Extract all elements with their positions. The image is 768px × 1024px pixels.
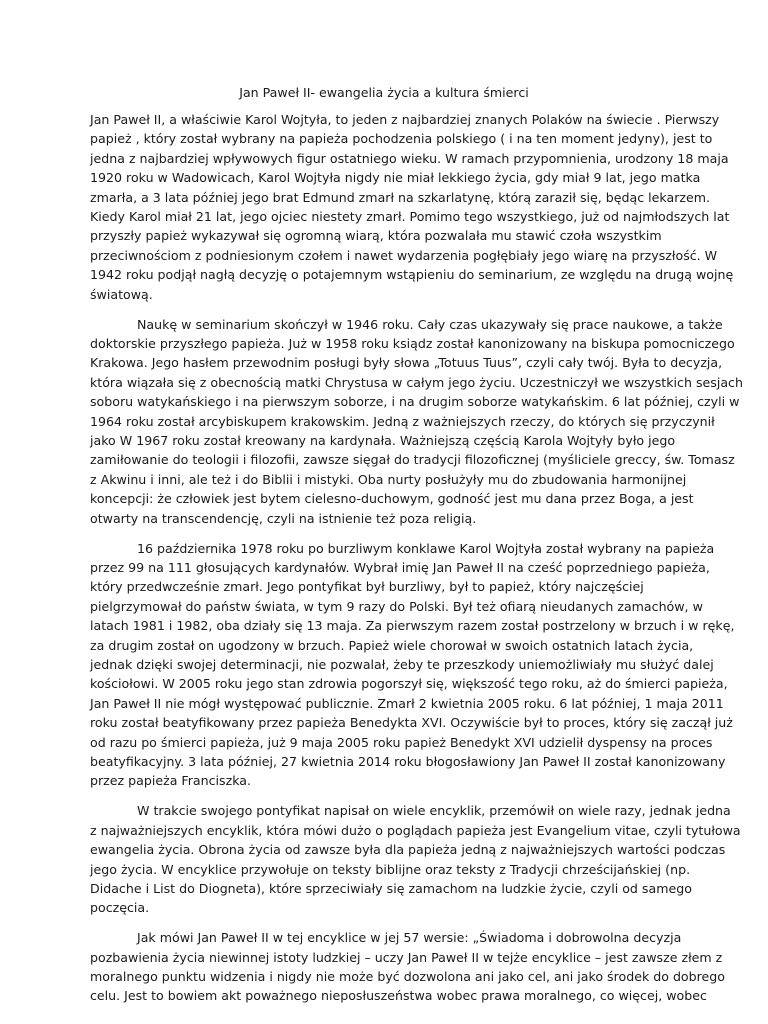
document-title: Jan Paweł II- ewangelia życia a kultura śmierci (239, 85, 529, 100)
text-line: z najważniejszych encyklik, która mówi dużo o poglądach papieża jest Evangelium vitae, czyli tytułowa (90, 822, 741, 838)
text-line: papież , który został wybrany na papieża pochodzenia polskiego ( i na ten moment jedyny), jest to (90, 131, 713, 147)
text-line: Krakowa. Jego hasłem przewodnim posługi były słowa „Totuus Tuus”, czyli cały twój. Była to decyzja, (90, 355, 723, 371)
text-line: Kiedy Karol miał 21 lat, jego ojciec niestety zmarł. Pomimo tego wszystkiego, już od najmłodszych lat (90, 209, 730, 225)
text-line: z Akwinu i inni, ale też i do Biblii i mistyki. Oba nurty posłużyły mu do zbudowania harmonijnej (90, 471, 687, 487)
text-line: roku został beatyfikowany przez papieża Benedykta XVI. Oczywiście był to proces, który się zaczął już (90, 715, 733, 731)
text-line: zamiłowanie do teologii i filozofii, zawsze sięgał do tradycji filozoficznej (myśliciele greccy, św. Tomasz (90, 452, 735, 468)
text-line: przyszły papież wykazywał się ogromną wiarą, która pozwalała mu stawić czoła wszystkim (90, 228, 662, 244)
text-line: jego życia. W encyklice przywołuje on teksty biblijne oraz teksty z Tradycji chrześcijańskiej (np. (90, 861, 691, 877)
text-line: Naukę w seminarium skończył w 1946 roku. Cały czas ukazywały się prace naukowe, a także (137, 316, 723, 332)
text-line: który przedwcześnie zmarł. Jego pontyfikat był burzliwy, był to papież, który najczęściej (90, 579, 644, 595)
text-line: przez papieża Franciszka. (90, 773, 252, 789)
text-line: kościołowi. W 2005 roku jego stan zdrowia pogorszył się, większość tego roku, aż do śmierci papieża, (90, 676, 728, 692)
paragraph (90, 928, 725, 1006)
text-line: za drugim został on ugodzony w brzuch. Papież wiele chorował w swoich ostatnich latach życia, (90, 637, 694, 653)
text-line: W trakcie swojego pontyfikat napisał on wiele encyklik, przemówił on wiele razy, jednak jedna (137, 803, 731, 819)
text-line: która wiązała się z obecnością matki Chrystusa w całym jego życiu. Uczestniczył we wszystkich sesjach (90, 374, 743, 390)
text-line: moralnego punktu widzenia i nigdy nie może być dozwolona ani jako cel, ani jako środek do dobrego (90, 969, 725, 985)
text-line: latach 1981 i 1982, oba działy się 13 maja. Za pierwszym razem został postrzelony w brzuch i w rękę, (90, 618, 735, 634)
document-body (90, 110, 743, 1016)
text-line: poczęcia. (90, 900, 150, 916)
text-line: zmarła, a 3 lata później jego brat Edmund zmarł na szkarlatynę, którą zaraził się, będąc lekarzem. (90, 189, 711, 205)
text-line: jednak dzięki swojej determinacji, nie pozwalał, żeby te przeszkody uniemożliwiały mu służyć dalej (90, 656, 714, 672)
paragraph (90, 315, 743, 528)
text-line: przez 99 na 111 głosujących kardynałów. Wybrał imię Jan Paweł II na cześć poprzedniego papieża, (90, 559, 710, 575)
paragraph (90, 110, 734, 304)
text-line: Jan Paweł II, a właściwie Karol Wojtyła, to jeden z najbardziej znanych Polaków na świecie . Pierwszy (90, 112, 720, 127)
text-line: otwarty na transcendencję, czyli na istnienie też poza religią. (90, 510, 477, 526)
paragraph (90, 539, 735, 791)
text-line: beatyfikacyjny. 3 lata później, 27 kwietnia 2014 roku błogosławiony Jan Paweł II został kanonizowany (90, 754, 726, 769)
text-line: jako W 1967 roku został kreowany na kardynała. Ważniejszą częścią Karola Wojtyły było jego (90, 433, 676, 448)
text-line: koncepcji: że człowiek jest bytem cielesno-duchowym, godność jest mu dana przez Boga, a jest (90, 491, 694, 507)
text-line: od razu po śmierci papieża, już 9 maja 2005 roku papież Benedykt XVI udzielił dyspensy na proces (90, 734, 713, 750)
text-line: 16 października 1978 roku po burzliwym konklawe Karol Wojtyła został wybrany na papieża (137, 540, 715, 556)
text-line: 1964 roku został arcybiskupem krakowskim. Jedną z ważniejszych rzeczy, do których się przyczynił (90, 413, 715, 429)
text-line: celu. Jest to bowiem akt poważnego nieposłuszeństwa wobec prawa moralnego, co więcej, wobec (90, 988, 707, 1004)
text-line: jedna z najbardziej wpływowych figur ostatniego wieku. W ramach przypomnienia, urodzony 18 maja (90, 150, 729, 166)
text-line: 1920 roku w Wadowicach, Karol Wojtyła nigdy nie miał lekkiego życia, gdy miał 9 lat, jego matka (90, 170, 701, 186)
text-line: Jan Paweł II nie mógł występować publicznie. Zmarł 2 kwietnia 2005 roku. 6 lat później, 1 maja 2011 (90, 695, 724, 711)
text-line: ewangelia życia. Obrona życia od zawsze była dla papieża jedną z najważniejszych wartości podczas (90, 842, 726, 858)
text-line: Jak mówi Jan Paweł II w tej encyklice w jej 57 wersie: „Świadoma i dobrowolna decyzja (137, 930, 682, 946)
paragraph (90, 801, 741, 917)
text-line: pozbawienia życia niewinnej istoty ludzkiej – uczy Jan Paweł II w tejże encyklice – jest zawsze złem z (90, 949, 723, 965)
text-line: doktorskie przyszłego papieża. Już w 1958 roku ksiądz został kanonizowany na biskupa pomocniczego (90, 335, 735, 351)
text-line: pielgrzymował do państw świata, w tym 9 razy do Polski. Był też ofiarą nieudanych zamachów, w (90, 598, 703, 614)
text-line: 1942 roku podjął nagłą decyzję o potajemnym wstąpieniu do seminarium, ze względu na drugą wojnę (90, 267, 734, 283)
text-line: Didache i List do Diogneta), które sprzeciwiały się zamachom na ludzkie życie, czyli od samego (90, 880, 692, 896)
text-line: światową. (90, 286, 153, 302)
text-line: przeciwnościom z podniesionym czołem i nawet wydarzenia pogłębiały jego wiarę na przyszłość. W (90, 247, 718, 263)
text-line: soboru watykańskiego i na pierwszym soborze, i na drugim soborze watykańskim. 6 lat później, czyli w (90, 394, 740, 410)
